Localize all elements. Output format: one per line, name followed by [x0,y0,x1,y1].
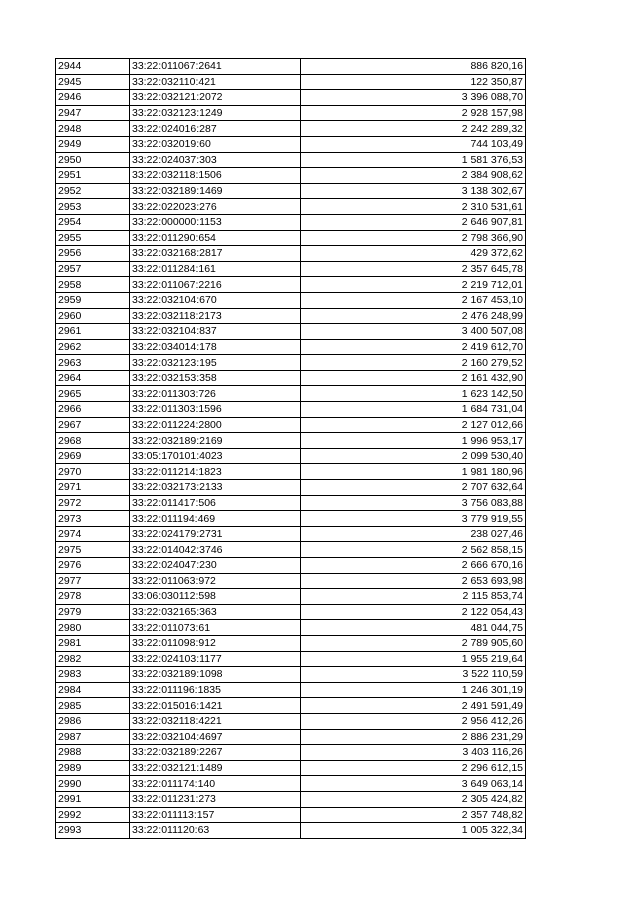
cadastral-number-cell: 33:22:011194:469 [130,511,301,527]
cadastral-number-cell: 33:22:011113:157 [130,807,301,823]
cadastral-value-cell: 2 562 858,15 [301,542,526,558]
cadastral-value-cell: 3 522 110,59 [301,667,526,683]
row-number-cell: 2947 [56,105,130,121]
cadastral-value-cell: 2 161 432,90 [301,370,526,386]
row-number-cell: 2973 [56,511,130,527]
cadastral-number-cell: 33:22:032153:358 [130,370,301,386]
cadastral-value-cell: 2 653 693,98 [301,573,526,589]
cadastral-value-cell: 744 103,49 [301,136,526,152]
cadastral-value-cell: 238 027,46 [301,526,526,542]
cadastral-value-cell: 2 127 012,66 [301,417,526,433]
table-row [56,199,526,215]
row-number-cell: 2959 [56,292,130,308]
cadastral-value-cell: 1 684 731,04 [301,402,526,418]
table-row [56,370,526,386]
cadastral-number-cell: 33:22:011214:1823 [130,464,301,480]
cadastral-value-cell: 1 996 953,17 [301,433,526,449]
cadastral-value-cell: 3 403 116,26 [301,745,526,761]
cadastral-number-cell: 33:22:032189:1098 [130,667,301,683]
table-row [56,59,526,75]
row-number-cell: 2990 [56,776,130,792]
row-number-cell: 2951 [56,168,130,184]
cadastral-number-cell: 33:22:011303:726 [130,386,301,402]
table-row [56,121,526,137]
cadastral-number-cell: 33:22:024037:303 [130,152,301,168]
cadastral-number-cell: 33:22:011284:161 [130,261,301,277]
cadastral-number-cell: 33:22:032165:363 [130,604,301,620]
cadastral-number-cell: 33:22:032123:1249 [130,105,301,121]
table-row [56,573,526,589]
cadastral-value-cell: 2 167 453,10 [301,292,526,308]
table-row [56,760,526,776]
table-row [56,386,526,402]
cadastral-value-cell: 2 789 905,60 [301,635,526,651]
cadastral-value-cell: 3 779 919,55 [301,511,526,527]
cadastral-number-cell: 33:22:032104:4697 [130,729,301,745]
row-number-cell: 2975 [56,542,130,558]
cadastral-number-cell: 33:22:032168:2817 [130,246,301,262]
row-number-cell: 2988 [56,745,130,761]
row-number-cell: 2971 [56,480,130,496]
cadastral-value-cell: 122 350,87 [301,74,526,90]
cadastral-number-cell: 33:05:170101:4023 [130,448,301,464]
cadastral-value-cell: 1 981 180,96 [301,464,526,480]
row-number-cell: 2968 [56,433,130,449]
table-row [56,168,526,184]
cadastral-value-cell: 2 099 530,40 [301,448,526,464]
row-number-cell: 2954 [56,214,130,230]
cadastral-value-cell: 2 242 289,32 [301,121,526,137]
cadastral-value-cell: 1 581 376,53 [301,152,526,168]
cadastral-number-cell: 33:22:024047:230 [130,558,301,574]
table-row [56,214,526,230]
table-row [56,698,526,714]
cadastral-number-cell: 33:22:032118:4221 [130,713,301,729]
cadastral-number-cell: 33:22:032104:837 [130,324,301,340]
cadastral-number-cell: 33:22:015016:1421 [130,698,301,714]
row-number-cell: 2964 [56,370,130,386]
table-row [56,589,526,605]
row-number-cell: 2958 [56,277,130,293]
row-number-cell: 2953 [56,199,130,215]
table-row [56,745,526,761]
row-number-cell: 2977 [56,573,130,589]
table-body [56,59,526,839]
cadastral-number-cell: 33:22:000000:1153 [130,214,301,230]
table-row [56,90,526,106]
table-row [56,417,526,433]
row-number-cell: 2956 [56,246,130,262]
row-number-cell: 2970 [56,464,130,480]
cadastral-number-cell: 33:22:032104:670 [130,292,301,308]
cadastral-value-cell: 2 707 632,64 [301,480,526,496]
table-row [56,183,526,199]
cadastral-number-cell: 33:22:011120:63 [130,823,301,839]
row-number-cell: 2969 [56,448,130,464]
cadastral-number-cell: 33:22:032189:1469 [130,183,301,199]
cadastral-value-cell: 2 419 612,70 [301,339,526,355]
cadastral-value-cell: 2 798 366,90 [301,230,526,246]
row-number-cell: 2950 [56,152,130,168]
row-number-cell: 2979 [56,604,130,620]
cadastral-value-cell: 1 005 322,34 [301,823,526,839]
cadastral-value-cell: 886 820,16 [301,59,526,75]
table-row [56,261,526,277]
row-number-cell: 2982 [56,651,130,667]
cadastral-value-cell: 1 246 301,19 [301,682,526,698]
table-row [56,495,526,511]
row-number-cell: 2960 [56,308,130,324]
cadastral-value-cell: 3 756 083,88 [301,495,526,511]
table-row [56,480,526,496]
cadastral-value-cell: 3 138 302,67 [301,183,526,199]
row-number-cell: 2967 [56,417,130,433]
table-row [56,292,526,308]
cadastral-number-cell: 33:22:032121:1489 [130,760,301,776]
row-number-cell: 2991 [56,791,130,807]
table-row [56,526,526,542]
table-row [56,277,526,293]
cadastral-value-cell: 2 956 412,26 [301,713,526,729]
table-row [56,651,526,667]
cadastral-value-cell: 2 115 853,74 [301,589,526,605]
table-row [56,74,526,90]
cadastral-value-cell: 2 310 531,61 [301,199,526,215]
row-number-cell: 2949 [56,136,130,152]
table-row [56,635,526,651]
table-row [56,604,526,620]
table-row [56,230,526,246]
row-number-cell: 2976 [56,558,130,574]
cadastral-value-cell: 1 955 219,64 [301,651,526,667]
row-number-cell: 2985 [56,698,130,714]
cadastral-value-cell: 3 400 507,08 [301,324,526,340]
cadastral-number-cell: 33:06:030112:598 [130,589,301,605]
cadastral-number-cell: 33:22:022023:276 [130,199,301,215]
cadastral-number-cell: 33:22:011196:1835 [130,682,301,698]
row-number-cell: 2981 [56,635,130,651]
cadastral-number-cell: 33:22:011417:506 [130,495,301,511]
cadastral-number-cell: 33:22:014042:3746 [130,542,301,558]
cadastral-value-cell: 2 357 645,78 [301,261,526,277]
row-number-cell: 2983 [56,667,130,683]
row-number-cell: 2966 [56,402,130,418]
cadastral-number-cell: 33:22:032173:2133 [130,480,301,496]
table-row [56,776,526,792]
cadastral-number-cell: 33:22:032121:2072 [130,90,301,106]
cadastral-number-cell: 33:22:024179:2731 [130,526,301,542]
table-row [56,542,526,558]
table-row [56,729,526,745]
cadastral-value-cell: 3 649 063,14 [301,776,526,792]
cadastral-value-cell: 2 219 712,01 [301,277,526,293]
cadastral-number-cell: 33:22:011290:654 [130,230,301,246]
cadastral-number-cell: 33:22:011231:273 [130,791,301,807]
row-number-cell: 2963 [56,355,130,371]
table-row [56,620,526,636]
cadastral-number-cell: 33:22:032123:195 [130,355,301,371]
table-row [56,402,526,418]
table-row [56,511,526,527]
row-number-cell: 2972 [56,495,130,511]
table-row [56,823,526,839]
cadastral-number-cell: 33:22:032189:2267 [130,745,301,761]
table-row [56,807,526,823]
table-row [56,682,526,698]
cadastral-value-cell: 2 886 231,29 [301,729,526,745]
table-row [56,558,526,574]
row-number-cell: 2965 [56,386,130,402]
table-row [56,355,526,371]
cadastral-number-cell: 33:22:032019:60 [130,136,301,152]
cadastral-value-cell: 2 476 248,99 [301,308,526,324]
cadastral-value-cell: 2 646 907,81 [301,214,526,230]
cadastral-number-cell: 33:22:024103:1177 [130,651,301,667]
cadastral-number-cell: 33:22:032118:2173 [130,308,301,324]
row-number-cell: 2957 [56,261,130,277]
cadastral-number-cell: 33:22:011063:972 [130,573,301,589]
cadastral-value-cell: 429 372,62 [301,246,526,262]
row-number-cell: 2974 [56,526,130,542]
row-number-cell: 2946 [56,90,130,106]
cadastral-number-cell: 33:22:011303:1596 [130,402,301,418]
cadastral-number-cell: 33:22:011067:2216 [130,277,301,293]
table-row [56,136,526,152]
table-row [56,246,526,262]
cadastral-number-cell: 33:22:011224:2800 [130,417,301,433]
cadastral-value-cell: 1 623 142,50 [301,386,526,402]
cadastral-value-cell: 3 396 088,70 [301,90,526,106]
cadastral-number-cell: 33:22:011098:912 [130,635,301,651]
cadastral-value-cell: 2 491 591,49 [301,698,526,714]
cadastral-number-cell: 33:22:011067:2641 [130,59,301,75]
row-number-cell: 2989 [56,760,130,776]
row-number-cell: 2992 [56,807,130,823]
table-row [56,152,526,168]
row-number-cell: 2993 [56,823,130,839]
table-row [56,105,526,121]
row-number-cell: 2978 [56,589,130,605]
table-row [56,713,526,729]
cadastral-number-cell: 33:22:032189:2169 [130,433,301,449]
table-row [56,339,526,355]
row-number-cell: 2945 [56,74,130,90]
row-number-cell: 2948 [56,121,130,137]
cadastral-number-cell: 33:22:032118:1506 [130,168,301,184]
row-number-cell: 2952 [56,183,130,199]
table-row [56,448,526,464]
row-number-cell: 2962 [56,339,130,355]
row-number-cell: 2986 [56,713,130,729]
row-number-cell: 2980 [56,620,130,636]
table-row [56,308,526,324]
cadastral-value-cell: 2 928 157,98 [301,105,526,121]
row-number-cell: 2955 [56,230,130,246]
cadastral-number-cell: 33:22:011174:140 [130,776,301,792]
row-number-cell: 2984 [56,682,130,698]
row-number-cell: 2961 [56,324,130,340]
table-row [56,324,526,340]
cadastral-number-cell: 33:22:034014:178 [130,339,301,355]
cadastral-value-cell: 2 122 054,43 [301,604,526,620]
row-number-cell: 2987 [56,729,130,745]
cadastral-number-cell: 33:22:024016:287 [130,121,301,137]
row-number-cell: 2944 [56,59,130,75]
cadastral-value-cell: 2 296 612,15 [301,760,526,776]
cadastral-value-table [55,58,526,839]
cadastral-value-cell: 2 384 908,62 [301,168,526,184]
table-row [56,667,526,683]
cadastral-value-cell: 481 044,75 [301,620,526,636]
cadastral-value-cell: 2 666 670,16 [301,558,526,574]
cadastral-value-cell: 2 160 279,52 [301,355,526,371]
cadastral-number-cell: 33:22:011073:61 [130,620,301,636]
cadastral-number-cell: 33:22:032110:421 [130,74,301,90]
cadastral-value-cell: 2 305 424,82 [301,791,526,807]
table-row [56,464,526,480]
cadastral-value-cell: 2 357 748,82 [301,807,526,823]
table-row [56,433,526,449]
table-row [56,791,526,807]
